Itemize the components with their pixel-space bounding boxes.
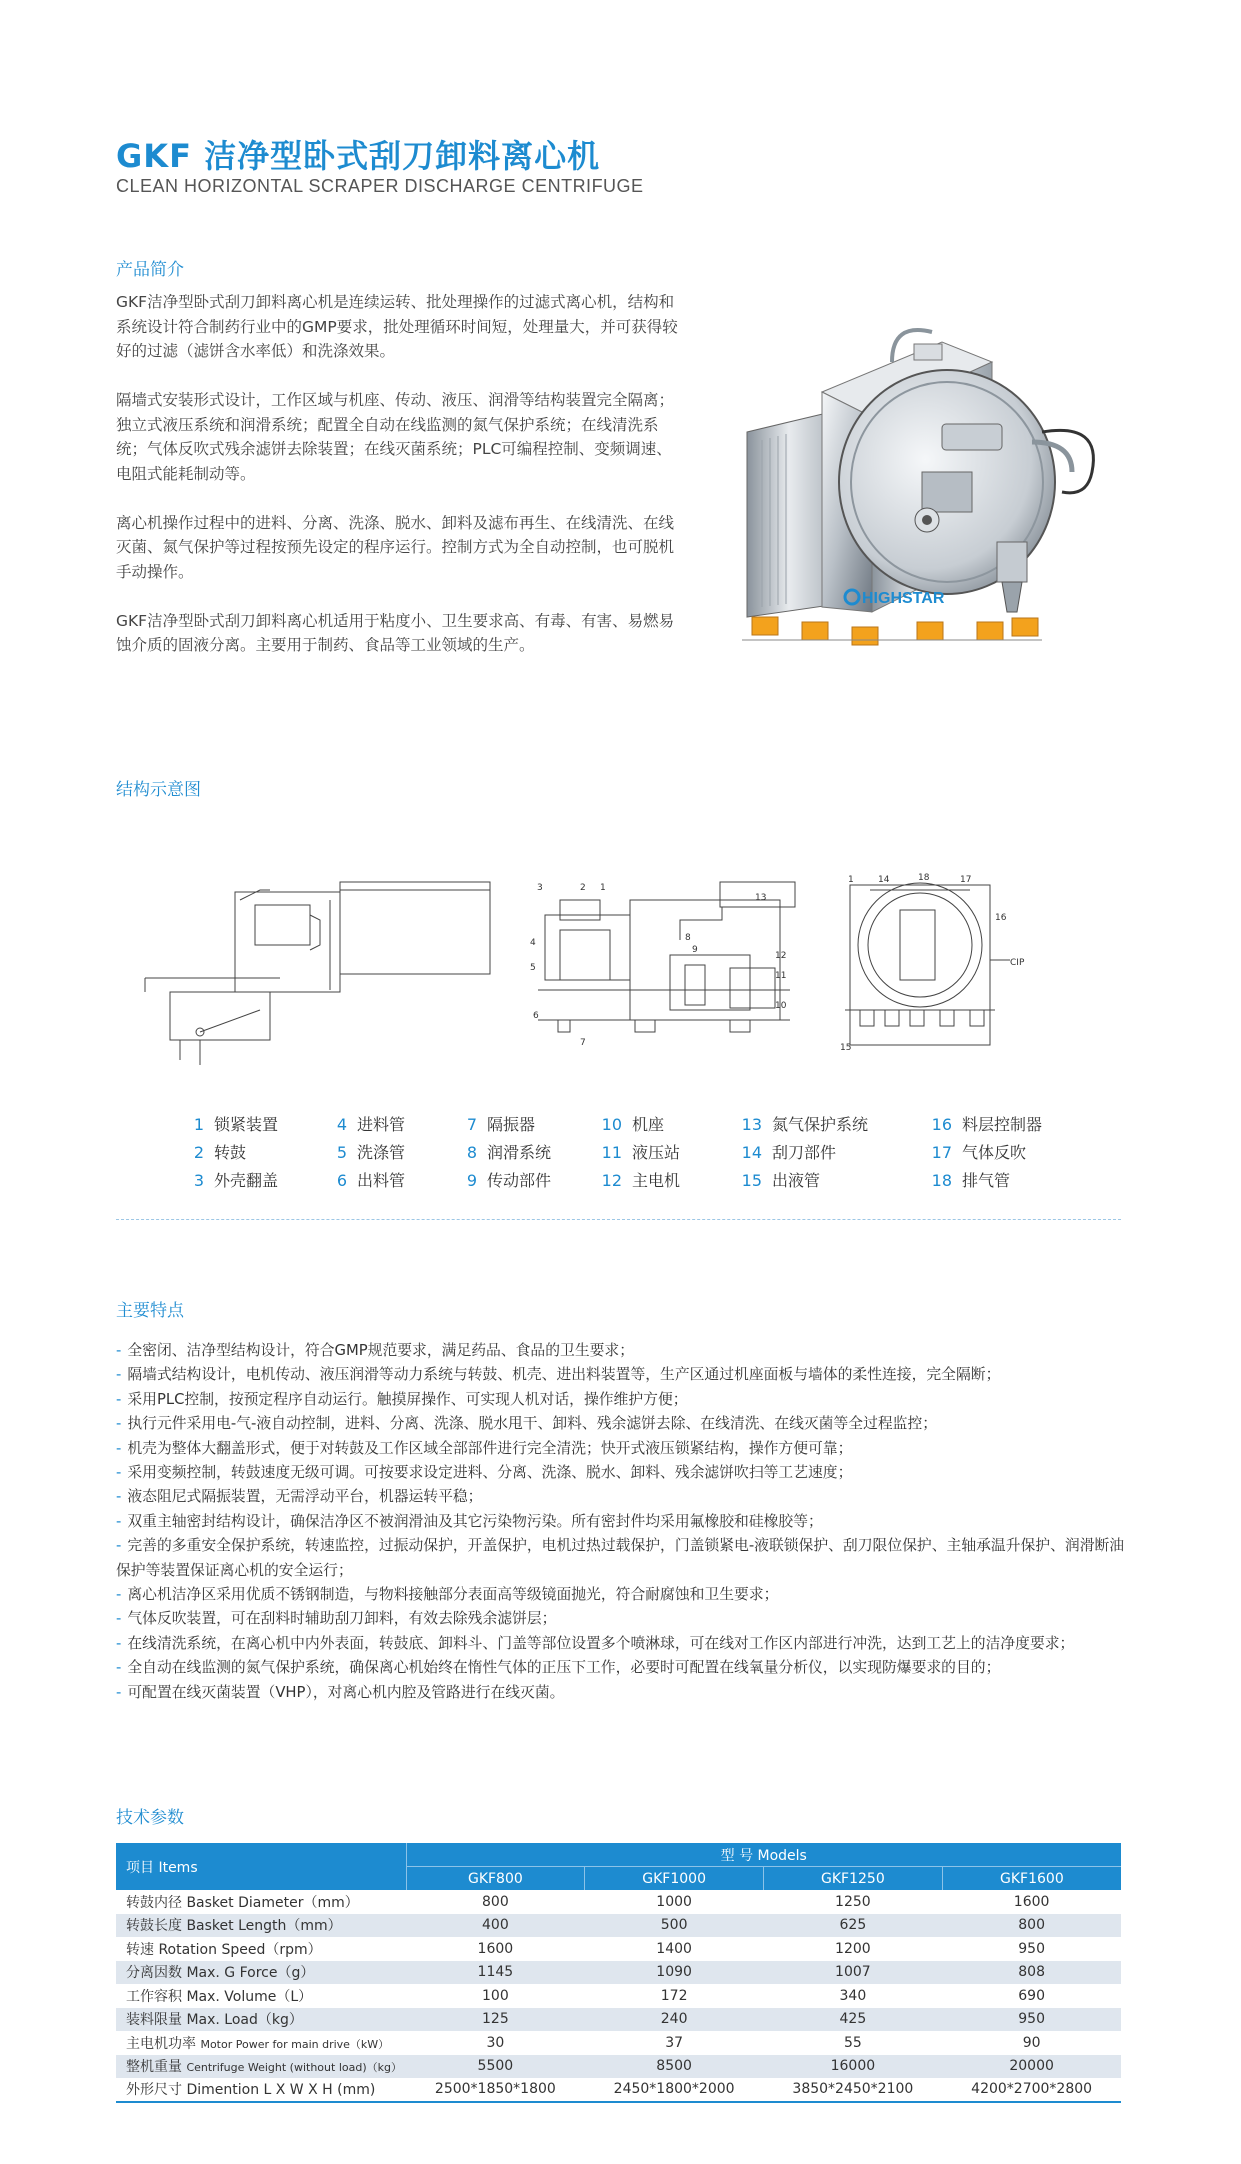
spec-value: 1007 xyxy=(764,1961,943,1985)
spec-value: 425 xyxy=(764,2008,943,2032)
diagram-label: 9 xyxy=(692,945,698,955)
spec-value: 1250 xyxy=(764,1890,943,1914)
spec-value: 90 xyxy=(942,2031,1121,2055)
spec-model-name: GKF1600 xyxy=(942,1867,1121,1891)
spec-value: 950 xyxy=(942,1937,1121,1961)
table-row xyxy=(116,2055,1121,2079)
spec-items-header: 项目 Items xyxy=(116,1843,406,1890)
feature-item: - 执行元件采用电-气-液自动控制，进料、分离、洗涤、脱水甩干、卸料、残余滤饼去除、在线清洗、在线灭菌等全过程监控； xyxy=(116,1415,938,1433)
feature-item: - 全密闭、洁净型结构设计，符合GMP规范要求，满足药品、食品的卫生要求； xyxy=(116,1342,635,1359)
spec-value: 1000 xyxy=(585,1890,764,1914)
part-item: 14 刮刀部件 xyxy=(741,1143,837,1162)
page-subtitle: CLEAN HORIZONTAL SCRAPER DISCHARGE CENTRIFUGE xyxy=(116,176,644,196)
feature-item: - 液态阻尼式隔振装置，无需浮动平台，机器运转平稳； xyxy=(116,1488,483,1506)
spec-value: 690 xyxy=(942,1984,1121,2008)
table-row xyxy=(116,1961,1121,1985)
parts-legend xyxy=(182,1112,1082,1202)
feature-item: - 采用变频控制，转鼓速度无级可调。可按要求设定进料、分离、洗涤、脱水、卸料、残余滤饼吹扫等工艺速度； xyxy=(116,1464,853,1482)
diagram-label: 16 xyxy=(995,913,1007,923)
feature-item: - 在线清洗系统，在离心机中内外表面，转鼓底、卸料斗、门盖等部位设置多个喷淋球，可在线对工作区内部进行冲洗，达到工艺上的洁净度要求； xyxy=(116,1634,1075,1652)
page-title: GKF 洁净型卧式刮刀卸料离心机 xyxy=(116,137,601,175)
spec-value: 100 xyxy=(406,1984,585,2008)
spec-value: 400 xyxy=(406,1914,585,1938)
spec-value: 3850*2450*2100 xyxy=(764,2078,943,2102)
spec-value: 55 xyxy=(764,2031,943,2055)
feature-item: - 完善的多重安全保护系统，转速监控，过振动保护，开盖保护，电机过热过载保护，门盖锁紧电-液联锁保护、刮刀限位保护、主轴承温升保护、润滑断油保护等装置保证离心机的安全运行； xyxy=(116,1537,1125,1579)
spec-label: 工作容积 Max. Volume（L） xyxy=(116,1984,406,2008)
spec-value: 950 xyxy=(942,2008,1121,2032)
diagram-label: 8 xyxy=(685,933,691,943)
part-item: 12 主电机 xyxy=(601,1171,681,1190)
diagram-side-view xyxy=(145,882,490,1065)
spec-value: 20000 xyxy=(942,2055,1121,2079)
brand-logo: HIGHSTAR xyxy=(862,590,945,607)
part-item: 3 外壳翻盖 xyxy=(193,1171,279,1190)
diagram-label: 10 xyxy=(775,1001,787,1011)
spec-value: 800 xyxy=(406,1890,585,1914)
intro-paragraph: GKF洁净型卧式刮刀卸料离心机适用于粘度小、卫生要求高、有毒、有害、易燃易蚀介质的固液分离。主要用于制药、食品等工业领域的生产。 xyxy=(116,611,675,654)
spec-model-name: GKF800 xyxy=(406,1867,585,1891)
spec-models-header: 型 号 Models xyxy=(406,1843,1121,1867)
diagram-label: 3 xyxy=(537,883,543,893)
spec-value: 30 xyxy=(406,2031,585,2055)
section-heading-structure: 结构示意图 xyxy=(116,780,201,800)
part-item: 4 进料管 xyxy=(336,1115,406,1134)
section-divider xyxy=(116,1219,1121,1220)
feature-item: - 隔墙式结构设计，电机传动、液压润滑等动力系统与转鼓、机壳、进出料装置等，生产区通过机座面板与墙体的柔性连接，完全隔断； xyxy=(116,1366,1001,1384)
spec-value: 500 xyxy=(585,1914,764,1938)
spec-label: 转鼓内径 Basket Diameter（mm） xyxy=(116,1890,406,1914)
spec-value: 172 xyxy=(585,1984,764,2008)
feature-list xyxy=(116,1339,1126,1705)
spec-model-name: GKF1000 xyxy=(585,1867,764,1891)
diagram-label: 1 xyxy=(848,875,854,885)
spec-value: 37 xyxy=(585,2031,764,2055)
spec-value: 1200 xyxy=(764,1937,943,1961)
table-row xyxy=(116,1937,1121,1961)
spec-value: 2450*1800*2000 xyxy=(585,2078,764,2102)
part-item: 11 液压站 xyxy=(601,1143,681,1162)
diagram-label: 5 xyxy=(530,963,536,973)
centrifuge-machine-image xyxy=(742,322,1132,652)
spec-label: 装料限量 Max. Load（kg） xyxy=(116,2008,406,2032)
spec-value: 1600 xyxy=(406,1937,585,1961)
spec-value: 4200*2700*2800 xyxy=(942,2078,1121,2102)
spec-value: 625 xyxy=(764,1914,943,1938)
spec-value: 2500*1850*1800 xyxy=(406,2078,585,2102)
diagram-end-view xyxy=(845,883,1010,1045)
spec-label: 整机重量 Centrifuge Weight (without load)（kg） xyxy=(116,2055,406,2079)
table-row xyxy=(116,1914,1121,1938)
spec-label: 分离因数 Max. G Force（g） xyxy=(116,1961,406,1985)
spec-value: 5500 xyxy=(406,2055,585,2079)
section-heading-intro: 产品简介 xyxy=(116,260,184,280)
diagram-label: 17 xyxy=(960,875,972,885)
diagram-label: 14 xyxy=(878,875,890,885)
feature-item: - 机壳为整体大翻盖形式，便于对转鼓及工作区域全部部件进行完全清洗；快开式液压锁紧结构，操作方便可靠； xyxy=(116,1439,853,1457)
part-item: 8 润滑系统 xyxy=(466,1143,552,1162)
feature-item: - 气体反吹装置，可在刮料时辅助刮刀卸料，有效去除残余滤饼层； xyxy=(116,1610,557,1628)
spec-value: 1145 xyxy=(406,1961,585,1985)
feature-item: - 双重主轴密封结构设计，确保洁净区不被润滑油及其它污染物污染。所有密封件均采用氟橡胶和硅橡胶等； xyxy=(116,1512,823,1530)
spec-label: 转速 Rotation Speed（rpm） xyxy=(116,1937,406,1961)
part-item: 5 洗涤管 xyxy=(336,1143,406,1162)
spec-value: 1400 xyxy=(585,1937,764,1961)
table-row xyxy=(116,1890,1121,1914)
diagram-label: 2 xyxy=(580,883,586,893)
part-item: 17 气体反吹 xyxy=(931,1143,1027,1162)
diagram-label: 11 xyxy=(775,971,787,981)
spec-value: 808 xyxy=(942,1961,1121,1985)
part-item: 15 出液管 xyxy=(741,1171,821,1190)
structure-diagram xyxy=(140,860,1070,1080)
table-row xyxy=(116,2078,1121,2102)
part-item: 1 锁紧装置 xyxy=(193,1115,279,1134)
diagram-label: 12 xyxy=(775,951,787,961)
spec-value: 1090 xyxy=(585,1961,764,1985)
table-row xyxy=(116,2008,1121,2032)
feature-item: - 采用PLC控制，按预定程序自动运行。触摸屏操作、可实现人机对话，操作维护方便； xyxy=(116,1390,688,1408)
spec-value: 240 xyxy=(585,2008,764,2032)
intro-paragraph: 隔墙式安装形式设计，工作区域与机座、传动、液压、润滑等结构装置完全隔离；独立式液压系统和润滑系统；配置全自动在线监测的氮气保护系统；在线清洗系统；气体反吹式残余滤饼去除装置；在线灭菌系统；PLC可编程控制、变频调速、电阻式能耗制动等。 xyxy=(116,391,675,483)
diagram-label: 15 xyxy=(840,1043,852,1053)
spec-value: 800 xyxy=(942,1914,1121,1938)
spec-label: 主电机功率 Motor Power for main drive（kW） xyxy=(116,2031,406,2055)
diagram-label: 4 xyxy=(530,938,536,948)
intro-text xyxy=(116,290,686,682)
spec-value: 8500 xyxy=(585,2055,764,2079)
spec-value: 16000 xyxy=(764,2055,943,2079)
part-item: 16 料层控制器 xyxy=(931,1115,1043,1134)
spec-label: 外形尺寸 Dimention L X W X H (mm) xyxy=(116,2078,406,2102)
section-heading-features: 主要特点 xyxy=(116,1301,184,1321)
diagram-label: 18 xyxy=(918,873,930,883)
spec-value: 125 xyxy=(406,2008,585,2032)
feature-item: - 全自动在线监测的氮气保护系统，确保离心机始终在惰性气体的正压下工作，必要时可配置在线氧量分析仪，以实现防爆要求的目的； xyxy=(116,1659,1001,1677)
part-item: 18 排气管 xyxy=(931,1171,1011,1190)
table-row xyxy=(116,2031,1121,2055)
section-heading-specs: 技术参数 xyxy=(116,1808,184,1828)
part-item: 9 传动部件 xyxy=(466,1171,552,1190)
feature-item: - 离心机洁净区采用优质不锈钢制造，与物料接触部分表面高等级镜面抛光，符合耐腐蚀和卫生要求； xyxy=(116,1586,779,1604)
intro-paragraph: 离心机操作过程中的进料、分离、洗涤、脱水、卸料及滤布再生、在线清洗、在线灭菌、氮气保护等过程按预先设定的程序运行。控制方式为全自动控制，也可脱机手动操作。 xyxy=(116,513,675,581)
spec-value: 340 xyxy=(764,1984,943,2008)
feature-item: - 可配置在线灭菌装置（VHP），对离心机内腔及管路进行在线灭菌。 xyxy=(116,1683,565,1701)
part-item: 13 氮气保护系统 xyxy=(741,1115,869,1134)
diagram-label: 1 xyxy=(600,883,606,893)
diagram-label: CIP xyxy=(1010,958,1025,968)
spec-value: 1600 xyxy=(942,1890,1121,1914)
diagram-label: 7 xyxy=(580,1038,586,1048)
table-row xyxy=(116,1984,1121,2008)
part-item: 6 出料管 xyxy=(336,1171,406,1190)
intro-paragraph: GKF洁净型卧式刮刀卸料离心机是连续运转、批处理操作的过滤式离心机，结构和系统设计符合制药行业中的GMP要求，批处理循环时间短，处理量大，并可获得较好的过滤（滤饼含水率低）和洗涤效果。 xyxy=(116,293,678,360)
spec-label: 转鼓长度 Basket Length（mm） xyxy=(116,1914,406,1938)
part-item: 2 转鼓 xyxy=(193,1143,247,1162)
diagram-label: 6 xyxy=(533,1011,539,1021)
part-item: 10 机座 xyxy=(601,1115,665,1134)
diagram-front-view xyxy=(538,882,795,1032)
part-item: 7 隔振器 xyxy=(466,1115,536,1134)
diagram-label: 13 xyxy=(755,893,767,903)
spec-model-name: GKF1250 xyxy=(764,1867,943,1891)
spec-table xyxy=(116,1843,1121,2103)
